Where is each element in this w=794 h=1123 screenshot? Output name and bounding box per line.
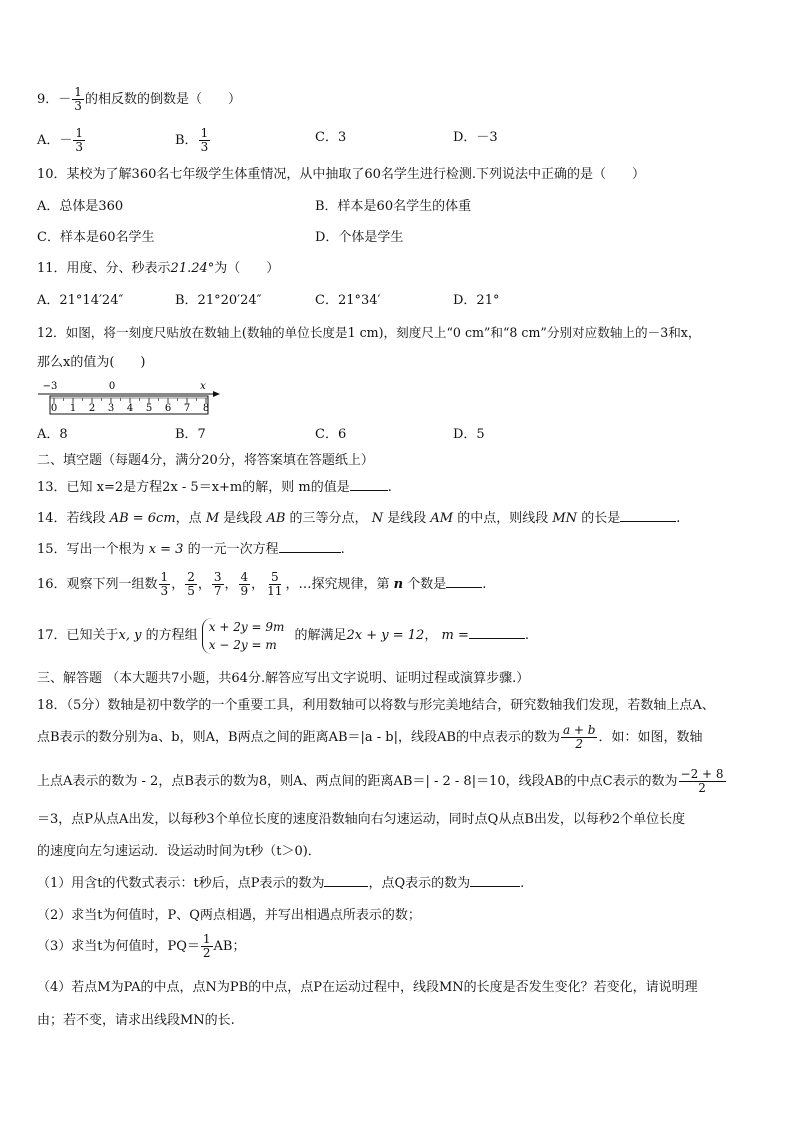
answer-blank[interactable]: [446, 587, 482, 588]
ruler-tick-label: 6: [164, 403, 172, 414]
fraction-sequence: [158, 570, 286, 598]
question-9-stem: 9．－ $\frac{1}{3}$ 的相反数的倒数是（ ）: [37, 85, 241, 113]
fraction: $\frac{1}{2}$: [202, 932, 211, 960]
option-b[interactable]: B．7: [175, 427, 206, 442]
ruler-tick-label: 8: [202, 403, 210, 414]
fraction: $\frac{1}{3}$: [74, 85, 82, 113]
numerator: 4: [240, 570, 249, 584]
question-18-part-4-cont: 由；若不变，请求出线段MN的长.: [37, 1013, 235, 1028]
option-d[interactable]: D．21°: [453, 293, 500, 308]
fraction: [185, 571, 197, 598]
answer-blank[interactable]: [469, 638, 525, 639]
option-c[interactable]: C．样本是60名学生: [37, 230, 155, 245]
separator: ，: [251, 577, 265, 592]
equation-system: x + 2y = 9m x − 2y = m: [202, 618, 291, 654]
question-14: 14．若线段 AB = 6cm，点 M 是线段 AB 的三等分点， N 是线段 AM 的中点，则线段 MN 的长是 .: [37, 511, 681, 526]
numerator: 5: [270, 570, 279, 584]
answer-blank[interactable]: [350, 490, 388, 491]
option-c[interactable]: C．3: [315, 130, 347, 145]
fraction: $\frac{1}{3}$: [200, 126, 209, 154]
section-2-heading: 二、填空题（每题4分，满分20分，将答案填在答题纸上）: [37, 453, 374, 468]
question-10-stem: 10．某校为了解360名七年级学生体重情况，从中抽取了60名学生进行检测.下列说法中正确的是（ ）: [37, 167, 646, 182]
question-17: 17．已知关于x, y 的方程组 x + 2y = 9m x − 2y = m 的解满足2x + y = 12， m = .: [37, 619, 529, 652]
denominator: 7: [213, 584, 222, 598]
fraction: [239, 571, 251, 598]
ruler-tick-label: 2: [88, 403, 96, 414]
numerator: 3: [213, 570, 222, 584]
ruler-tick-label: 3: [107, 403, 115, 414]
question-12-stem: 12．如图，将一刻度尺贴放在数轴上(数轴的单位长度是1 cm)，刻度尺上“0 cm”和“8 cm”分别对应数轴上的－3和x，: [37, 325, 701, 340]
ruler-tick-label: 4: [126, 403, 134, 414]
section-3-heading: 三、解答题 （本大题共7小题，共64分.解答应写出文字说明、证明过程或演算步骤.）: [37, 671, 530, 686]
option-d[interactable]: D．－3: [453, 130, 498, 145]
question-11-stem: 11．用度、分、秒表示21.24°为（ ）: [37, 261, 280, 276]
denominator: 5: [187, 584, 195, 598]
option-d[interactable]: D．个体是学生: [315, 230, 404, 245]
ruler-tick-label: 0: [50, 403, 58, 414]
question-18-line-5: 的速度向左匀速运动．设运动时间为t秒（t＞0)．: [37, 844, 321, 859]
question-18-line-2: 点B表示的数分别为a、b，则A，B两点之间的距离AB＝|a - b|，线段AB的中点表示的数为 $\frac{a + b}{2}$ ．如：如图，数轴: [37, 723, 703, 751]
question-12-stem-2: 那么x的值为( ): [37, 355, 146, 370]
option-b[interactable]: B． $\frac{1}{3}$: [175, 126, 209, 154]
axis-label-minus3: −3: [42, 381, 58, 392]
ruler-number-line-figure: [36, 378, 226, 416]
option-c[interactable]: C．21°34′: [315, 293, 381, 308]
question-18-part-2: （2）求当t为何值时，P、Q两点相遇，并写出相遇点所表示的数；: [37, 908, 421, 923]
denominator: 9: [240, 584, 249, 598]
fraction: $\frac{-2 + 8}{2}$: [680, 767, 724, 795]
option-a[interactable]: A．21°14′24″: [37, 293, 124, 308]
question-18-part-3: （3）求当t为何值时，PQ＝ $\frac{1}{2}$ AB；: [37, 932, 246, 960]
ruler-tick-label: 7: [183, 403, 191, 414]
numerator: 1: [160, 570, 169, 584]
numerator: 2: [187, 570, 195, 584]
option-a[interactable]: A．8: [37, 427, 68, 442]
separator: ，: [171, 577, 185, 592]
ruler-tick-label: 5: [145, 403, 153, 414]
question-13: 13．已知 x=2是方程2x - 5＝x+m的解，则 m的值是 .: [37, 480, 392, 495]
question-18-line-1: 18．（5分）数轴是初中数学的一个重要工具，利用数轴可以将数与形完美地结合，研究数轴我们发现，若数轴上点A、: [37, 698, 715, 713]
option-a[interactable]: A．总体是360: [37, 199, 124, 214]
fraction: [212, 571, 224, 598]
question-15: 15．写出一个根为 x = 3 的一元一次方程 .: [37, 542, 345, 557]
separator: ，: [197, 577, 211, 592]
option-b[interactable]: B．样本是60名学生的体重: [315, 199, 472, 214]
arrow-head: [213, 391, 220, 397]
fraction: $\frac{a + b}{2}$: [562, 723, 596, 751]
option-a[interactable]: A．－ $\frac{1}{3}$: [37, 126, 84, 154]
answer-blank[interactable]: [620, 521, 676, 522]
option-b[interactable]: B．21°20′24″: [175, 293, 262, 308]
option-c[interactable]: C．6: [315, 427, 347, 442]
answer-blank[interactable]: [470, 886, 520, 887]
question-18-line-4: ＝3，点P从点A出发，以每秒3个单位长度的速度沿数轴向右匀速运动，同时点Q从点B出发，以每秒2个单位长度: [37, 812, 686, 827]
axis-label-0: 0: [108, 381, 116, 392]
denominator: 11: [267, 584, 283, 598]
question-18-part-4: （4）若点M为PA的中点，点N为PB的中点，点P在运动过程中，线段MN的长度是否发生变化？若变化，请说明理: [37, 980, 698, 995]
fraction: [265, 571, 284, 598]
fraction: $\frac{1}{3}$: [75, 126, 84, 154]
denominator: 3: [160, 584, 169, 598]
question-18-line-3: 上点A表示的数为 - 2，点B表示的数为8，则A、两点间的距离AB＝| - 2 - 8|＝10，线段AB的中点C表示的数为 $\frac{-2 + 8}{2}$: [37, 767, 724, 795]
question-16: 16．观察下列一组数 $\frac{1}{3}$ ， $\frac{2}{5}$ ， $\frac{3}{7}$ ， $\frac{4}{9}$ ， $\frac{5}{11}$ ，…探究规律，第 n 个数是 .: [37, 570, 487, 598]
question-18-part-1: （1）用含t的代数式表示：t秒后，点P表示的数为 ，点Q表示的数为 .: [37, 876, 525, 891]
answer-blank[interactable]: [279, 552, 341, 553]
separator: ，: [224, 577, 238, 592]
ruler-tick-label: 1: [69, 403, 77, 414]
answer-blank[interactable]: [324, 886, 368, 887]
option-d[interactable]: D．5: [453, 427, 485, 442]
fraction: [159, 571, 171, 598]
axis-label-x: x: [200, 381, 206, 392]
